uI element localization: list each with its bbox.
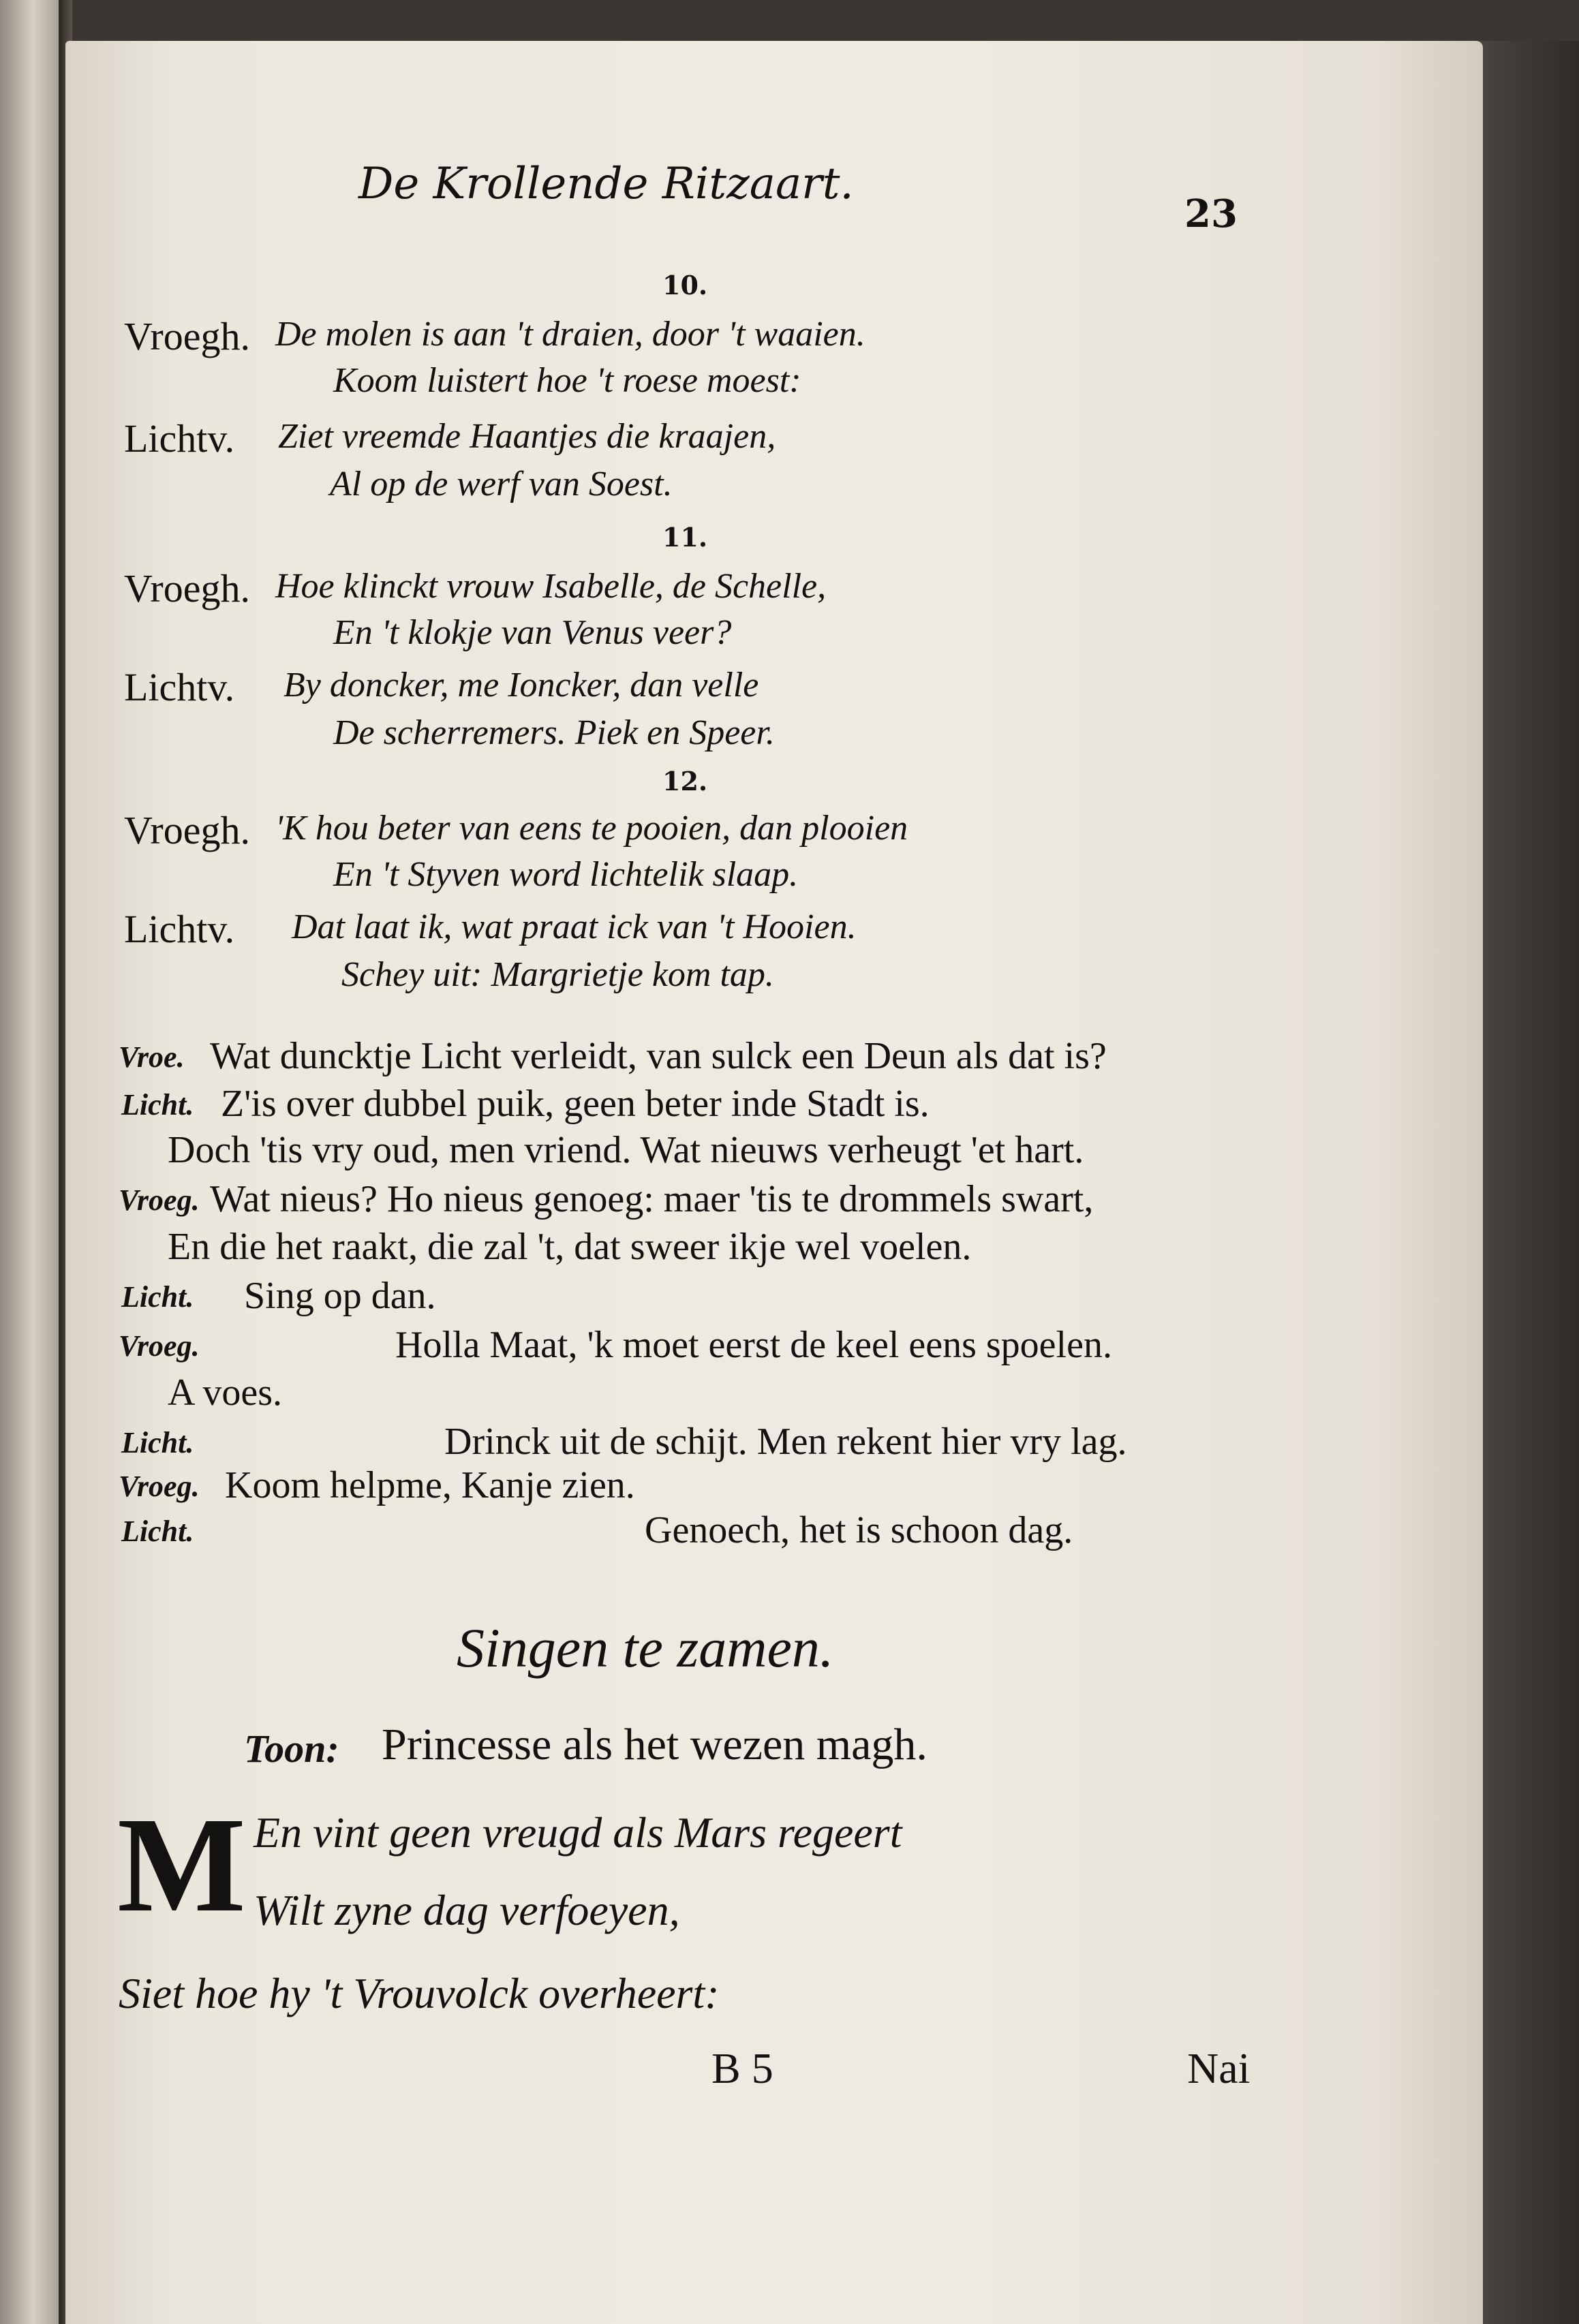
speaker-label: Lichtv. (124, 907, 235, 951)
dialogue-line: A voes. (168, 1372, 282, 1414)
tune-name: Princesse als het wezen magh. (382, 1720, 928, 1769)
book-page (65, 41, 1483, 2324)
speaker-label: Lichtv. (124, 416, 235, 461)
drop-cap: M (117, 1790, 246, 1940)
verse-line: En 't klokje van Venus veer? (333, 613, 732, 652)
verse-line: Ziet vreemde Haantjes die kraajen, (278, 417, 776, 456)
dialogue-line: Holla Maat, 'k moet eerst de keel eens spoelen. (395, 1324, 1112, 1366)
stanza-number: 10. (662, 270, 708, 300)
running-title: De Krollende Ritzaart. (358, 159, 854, 209)
speaker-label: Vroeg. (119, 1183, 200, 1217)
page-number: 23 (1184, 191, 1238, 236)
speaker-label: Licht. (121, 1088, 194, 1121)
speaker-label: Vroe. (119, 1040, 185, 1074)
verse-line: De scherremers. Piek en Speer. (333, 713, 775, 752)
dialogue-line: Wat nieus? Ho nieus genoeg: maer 'tis te drommels swart, (210, 1178, 1094, 1220)
dialogue-line: Wat duncktje Licht verleidt, van sulck een Deun als dat is? (210, 1035, 1107, 1077)
dialogue-line: Z'is over dubbel puik, geen beter inde Stadt is. (221, 1083, 930, 1125)
verse-line: Schey uit: Margrietje kom tap. (341, 955, 774, 994)
song-line: Siet hoe hy 't Vrouvolck overheert: (119, 1969, 720, 2017)
verse-line: Dat laat ik, wat praat ick van 't Hooien. (292, 908, 857, 946)
verse-line: 'K hou beter van eens te pooien, dan plooien (275, 809, 908, 848)
signature-mark: B 5 (711, 2044, 773, 2092)
speaker-label: Vroegh. (124, 566, 250, 610)
dialogue-line: Genoech, het is schoon dag. (645, 1509, 1073, 1551)
catchword: Nai (1187, 2044, 1251, 2092)
speaker-label: Licht. (121, 1515, 194, 1548)
speaker-label: Licht. (121, 1426, 194, 1459)
song-title: Singen te zamen. (457, 1617, 834, 1679)
dialogue-line: Sing op dan. (244, 1275, 436, 1317)
speaker-label: Lichtv. (124, 665, 235, 709)
dialogue-line: Drinck uit de schijt. Men rekent hier vry lag. (444, 1421, 1127, 1463)
verse-line: De molen is aan 't draien, door 't waaien. (275, 315, 865, 354)
facing-page-edge (0, 0, 61, 2324)
song-line: En vint geen vreugd als Mars regeert (254, 1808, 902, 1857)
dialogue-line: En die het raakt, die zal 't, dat sweer ikje wel voelen. (168, 1226, 972, 1268)
dialogue-line: Doch 'tis vry oud, men vriend. Wat nieuws verheugt 'et hart. (168, 1129, 1084, 1171)
verse-line: En 't Styven word lichtelik slaap. (333, 855, 799, 894)
verse-line: Al op de werf van Soest. (330, 465, 673, 503)
stanza-number: 12. (662, 766, 708, 796)
speaker-label: Vroeg. (119, 1329, 200, 1363)
speaker-label: Vroeg. (119, 1470, 200, 1503)
speaker-label: Licht. (121, 1280, 194, 1314)
book-cover-edge (1479, 41, 1579, 2324)
tune-label: Toon: (244, 1726, 339, 1771)
speaker-label: Vroegh. (124, 314, 250, 358)
stanza-number: 11. (662, 522, 708, 553)
song-line: Wilt zyne dag verfoeyen, (254, 1886, 680, 1934)
speaker-label: Vroegh. (124, 808, 250, 852)
verse-line: Hoe klinckt vrouw Isabelle, de Schelle, (275, 567, 827, 606)
verse-line: By doncker, me Ioncker, dan velle (283, 666, 759, 704)
verse-line: Koom luistert hoe 't roese moest: (333, 361, 801, 400)
dialogue-line: Koom helpme, Kanje zien. (225, 1464, 635, 1506)
